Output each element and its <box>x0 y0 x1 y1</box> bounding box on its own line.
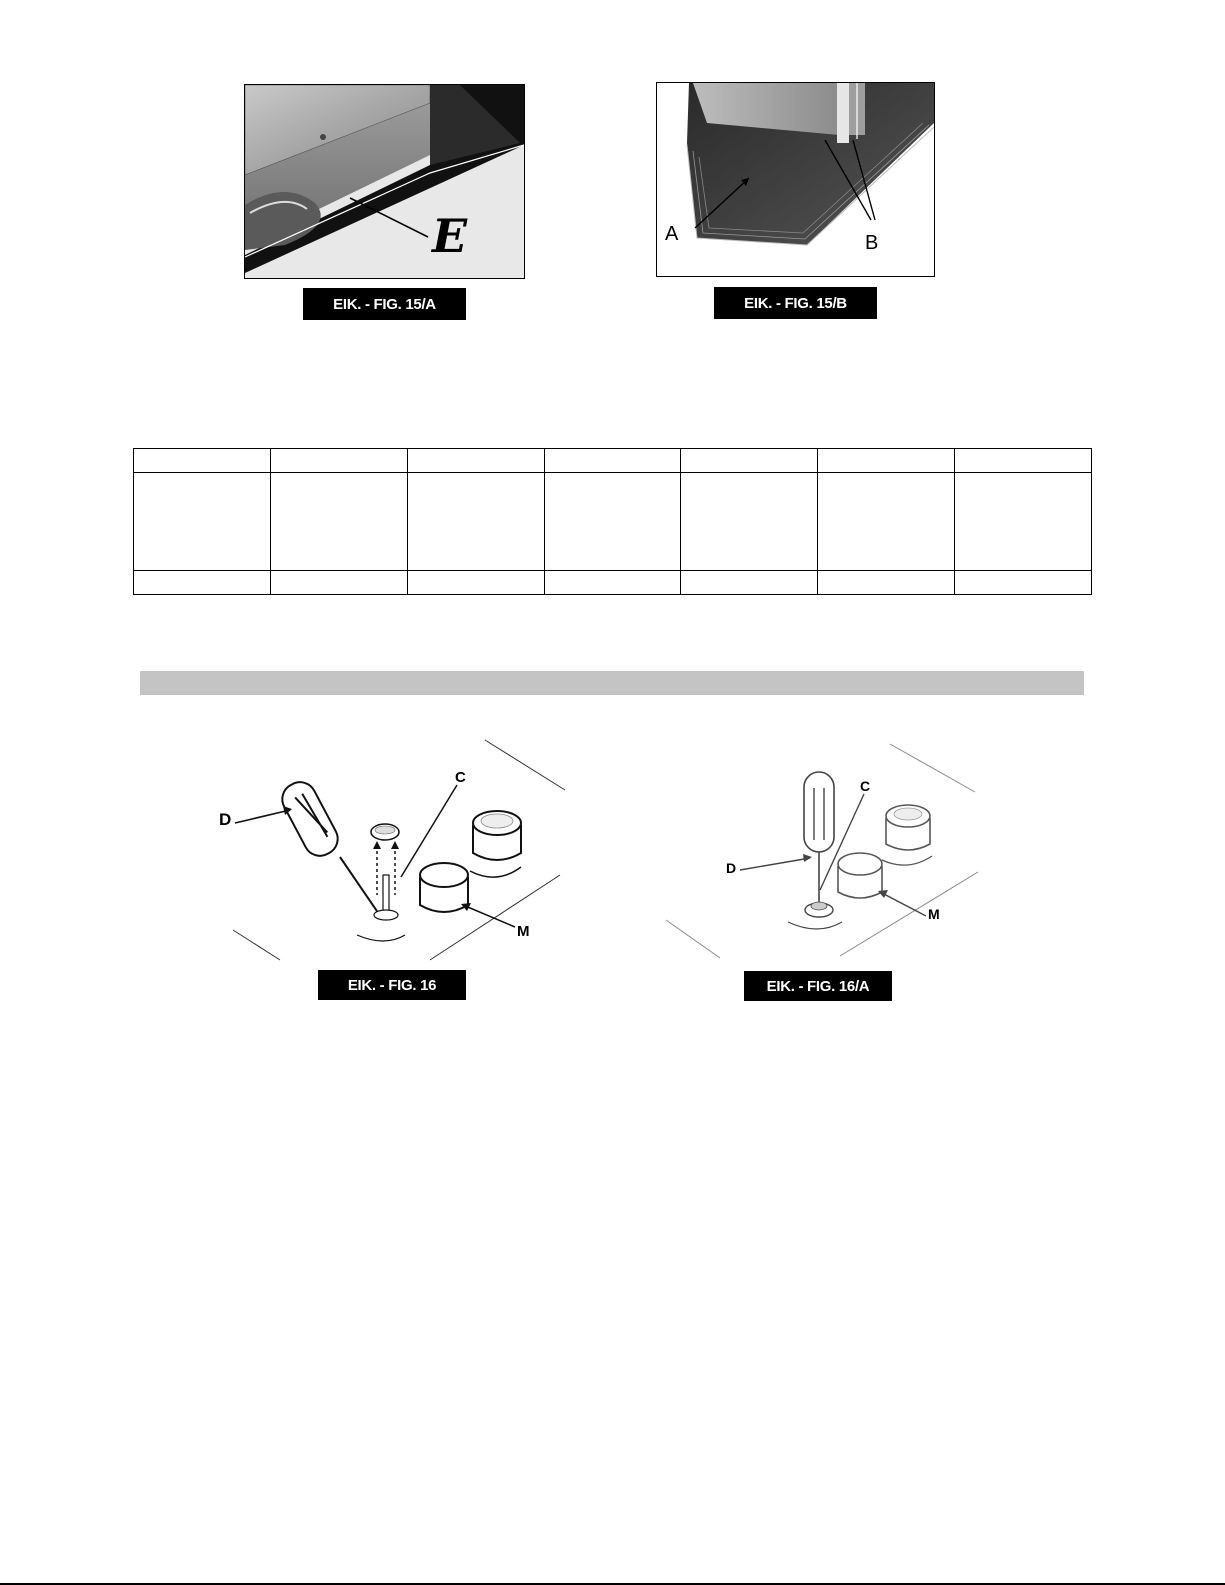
table-cell <box>955 571 1092 595</box>
table-cell <box>818 449 955 473</box>
table-cell <box>955 473 1092 571</box>
label-d: D <box>726 860 737 876</box>
knob-front-icon <box>838 853 882 898</box>
knob-screw-illustration <box>660 740 980 962</box>
table-row <box>134 571 1092 595</box>
table-cell <box>407 473 544 571</box>
table-cell <box>955 449 1092 473</box>
figure-16-caption: ΕΙΚ. - FIG. 16 <box>318 970 466 1000</box>
label-e: E <box>432 209 468 263</box>
figure-15a-photo <box>244 84 525 279</box>
knob-front-icon <box>420 863 468 912</box>
figure-16a-caption: ΕΙΚ. - FIG. 16/A <box>744 971 892 1001</box>
hob-corner-illustration <box>657 83 934 276</box>
table-cell <box>134 571 271 595</box>
table-cell <box>544 449 681 473</box>
table-cell <box>134 473 271 571</box>
table-cell <box>270 473 407 571</box>
table-cell <box>681 449 818 473</box>
figure-15a-caption: ΕΙΚ. - FIG. 15/A <box>303 288 466 320</box>
table-cell <box>818 571 955 595</box>
table-cell <box>544 473 681 571</box>
label-b: B <box>865 232 879 254</box>
table-cell <box>681 571 818 595</box>
figure-16-drawing <box>215 735 575 965</box>
label-c: C <box>860 778 871 794</box>
table-cell <box>818 473 955 571</box>
label-c: C <box>455 769 466 786</box>
table-cell <box>407 571 544 595</box>
hob-edge-illustration <box>245 85 524 278</box>
table-cell <box>270 449 407 473</box>
figure-16a-drawing <box>660 740 980 962</box>
table-cell <box>134 449 271 473</box>
screwdriver-icon <box>277 777 383 920</box>
label-d: D <box>219 810 232 829</box>
section-header-bar <box>140 671 1084 695</box>
table-cell <box>544 571 681 595</box>
figure-15b-caption: ΕΙΚ. - FIG. 15/B <box>714 287 877 319</box>
table-cell <box>681 473 818 571</box>
label-m: M <box>517 923 530 940</box>
knob-back-icon <box>470 811 521 877</box>
table-row <box>134 473 1092 571</box>
knob-back-icon <box>882 805 932 865</box>
empty-grid-table <box>133 448 1092 595</box>
figure-15b-photo <box>656 82 935 277</box>
table-row <box>134 449 1092 473</box>
table-cell <box>407 449 544 473</box>
table-cell <box>270 571 407 595</box>
screwdriver-icon <box>804 772 834 908</box>
label-a: A <box>665 223 679 245</box>
label-m: M <box>928 906 940 922</box>
